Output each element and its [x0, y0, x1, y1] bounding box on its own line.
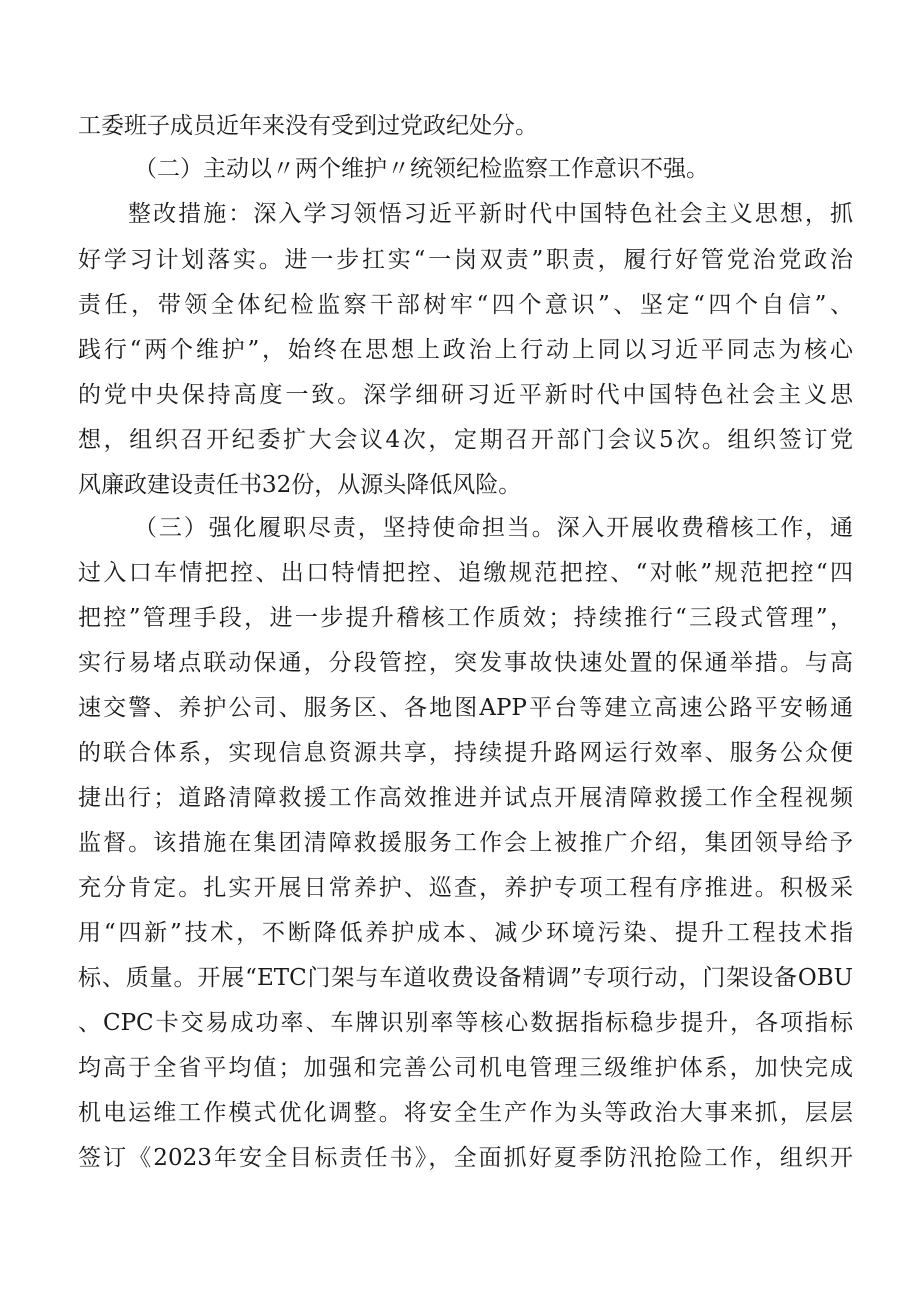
section-heading: （三）强化履职尽责，坚持使命担当。深入开展收费稽核工作，通 [134, 515, 853, 541]
section-heading: （二）主动以〃两个维护〃统领纪检监察工作意识不强。 [134, 156, 709, 182]
text-line: 、CPC卡交易成功率、车牌识别率等核心数据指标稳步提升，各项指标 [78, 1010, 853, 1036]
text-line: 把控”管理手段，进一步提升稽核工作质效；持续推行“三段式管理”， [78, 605, 853, 631]
text-line: 工委班子成员近年来没有受到过党政纪处分。 [78, 113, 538, 139]
text-line: 均高于全省平均值；加强和完善公司机电管理三级维护体系，加快完成 [78, 1055, 853, 1081]
text-line: 监督。该措施在集团清障救援服务工作会上被推广介绍，集团领导给予 [78, 830, 853, 856]
text-line: 过入口车情把控、出口特情把控、追缴规范把控、“对帐”规范把控“四 [78, 560, 853, 586]
text-line: 风廉政建设责任书32份，从源头降低风险。 [78, 472, 522, 498]
text-line: 充分肯定。扎实开展日常养护、巡查，养护专项工程有序推进。积极采 [78, 875, 853, 901]
text-line: 捷出行；道路清障救援工作高效推进并试点开展清障救援工作全程视频 [78, 785, 853, 811]
text-line: 签订《2023年安全目标责任书》，全面抓好夏季防汛抢险工作，组织开 [78, 1145, 853, 1171]
text-line: 标、质量。开展“ETC门架与车道收费设备精调”专项行动，门架设备OBU [78, 965, 853, 991]
text-line: 想，组织召开纪委扩大会议4次，定期召开部门会议5次。组织签订党 [78, 427, 853, 453]
text-line: 的党中央保持高度一致。深学细研习近平新时代中国特色社会主义思 [78, 382, 853, 408]
text-line: 速交警、养护公司、服务区、各地图APP平台等建立高速公路平安畅通 [78, 695, 853, 721]
text-line: 责任，带领全体纪检监察干部树牢“四个意识”、坚定“四个自信”、 [78, 292, 853, 318]
text-line: 机电运维工作模式优化调整。将安全生产作为头等政治大事来抓，层层 [78, 1100, 853, 1126]
text-line: 践行“两个维护”，始终在思想上政治上行动上同以习近平同志为核心 [78, 337, 853, 363]
text-line: 好学习计划落实。进一步扛实“一岗双责”职责，履行好管党治党政治 [78, 247, 853, 273]
text-line: 用“四新”技术，不断降低养护成本、减少环境污染、提升工程技术指 [78, 920, 853, 946]
text-line: 的联合体系，实现信息资源共享，持续提升路网运行效率、服务公众便 [78, 740, 853, 766]
text-line: 实行易堵点联动保通，分段管控，突发事故快速处置的保通举措。与高 [78, 650, 853, 676]
text-line: 整改措施：深入学习领悟习近平新时代中国特色社会主义思想，抓 [128, 201, 853, 227]
